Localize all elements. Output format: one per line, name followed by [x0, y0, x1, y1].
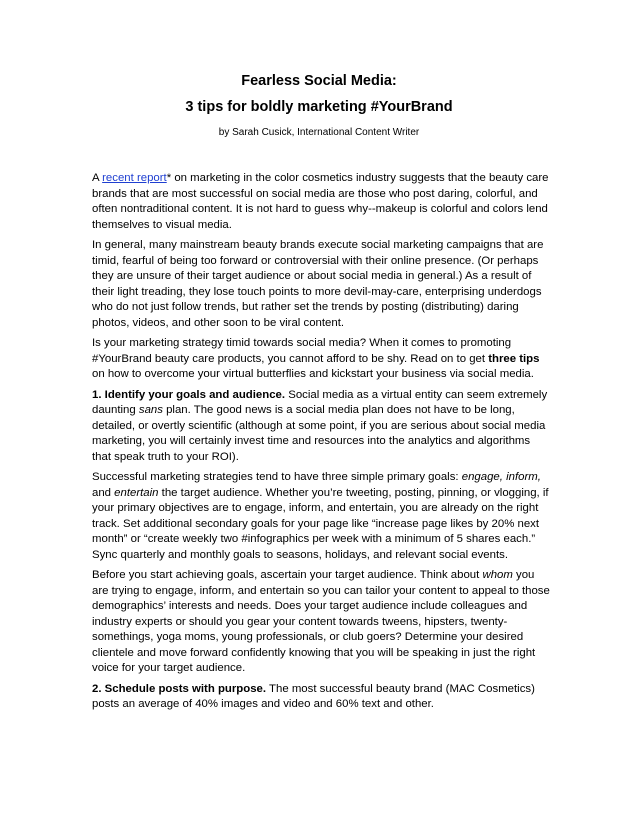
goals-text-start: Successful marketing strategies tend to have three simple primary goals:: [92, 471, 462, 483]
goals-text-rest: the target audience. Whether you’re tweeting, posting, pinning, or vlogging, if your primary objectives are to engage, inform, and entertain, you are already on the right track. Set additional secondary goals for your page like “increase page likes by 20% next month” or “create weekly two #infographics per week with a minimum of 5 shares each.” Sync quarterly and monthly goals to seasons, holidays, and relevant social events.: [92, 486, 549, 561]
sans-emphasis: sans: [138, 404, 163, 416]
tip-2-text: The most successful beauty brand (MAC Cosmetics) posts an average of 40% images and video and 60% text and other.: [92, 682, 535, 710]
inform-emphasis: inform,: [506, 471, 541, 483]
intro-text-start: A: [92, 172, 103, 184]
paragraph-tip-1: [92, 388, 552, 466]
paragraph-goals: [92, 470, 552, 563]
tip-1-text-rest: plan. The good news is a social media plan does not have to be long, detailed, or overtly scientific (although at some point, if you are serious about social media marketing, you will certainly invest time and resources into the analytics and algorithms that speak truth to your ROI).: [92, 404, 546, 463]
recent-report-link[interactable]: recent report: [102, 172, 167, 184]
strategy-text-rest: on how to overcome your virtual butterflies and kickstart your business via social media.: [92, 368, 534, 380]
audience-text-rest: you are trying to engage, inform, and entertain so you can tailor your content to appeal to those demographics’ interests and needs. Does your target audience include colleagues and industry experts or should you gear your content towards tweens, hipsters, twenty-somethings, yoga moms, young professionals, or club goers? Determine your desired clientele and move forward confidently knowing that you will be speaking in just the right voice for your target audience.: [92, 569, 550, 674]
document-subtitle: 3 tips for boldly marketing #YourBrand: [185, 99, 453, 115]
tip-2-heading: 2. Schedule posts with purpose.: [92, 682, 267, 695]
tip-1-text-start: Social media as a virtual entity can seem extremely daunting: [92, 388, 548, 416]
paragraph-general: In general, many mainstream beauty brands execute social marketing campaigns that are timid, fearful of being too forward or controversial with their online presence. (Or perhaps they are unsure of their target audience or about social media in general.) As a result of their light treading, they lose touch points to more devil-may-care, enterprising underdogs who do not just follow trends, but rather set the trends by posting (distributing) daring photos, videos, and other soon to be viral content.: [92, 239, 544, 329]
document-title: Fearless Social Media:: [241, 73, 397, 89]
author-byline: by Sarah Cusick, International Content Writer: [218, 127, 420, 138]
paragraph-strategy: [92, 336, 552, 383]
paragraph-audience: [92, 568, 552, 677]
paragraph-tip-2: [92, 682, 552, 713]
intro-text-rest: * on marketing in the color cosmetics industry suggests that the beauty care brands that are most successful on social media are those who post daring, colorful, and often nontraditional content. It is not hard to guess why--makeup is colorful and colors lend themselves to visual media.: [92, 172, 549, 231]
paragraph-intro: [92, 171, 552, 233]
whom-emphasis: whom: [482, 569, 513, 581]
three-tips-emphasis: three tips: [488, 352, 540, 365]
article-body: [92, 171, 552, 718]
entertain-emphasis: entertain: [114, 486, 159, 499]
goals-separator-2: and: [92, 486, 115, 499]
audience-text-start: Before you start achieving goals, ascertain your target audience. Think about: [92, 569, 483, 581]
engage-emphasis: engage,: [461, 471, 503, 483]
strategy-text-start: Is your marketing strategy timid towards social media? When it comes to promoting #YourBrand beauty care products, you cannot afford to be shy. Read on to get: [92, 337, 512, 365]
tip-1-heading: 1. Identify your goals and audience.: [92, 388, 286, 401]
